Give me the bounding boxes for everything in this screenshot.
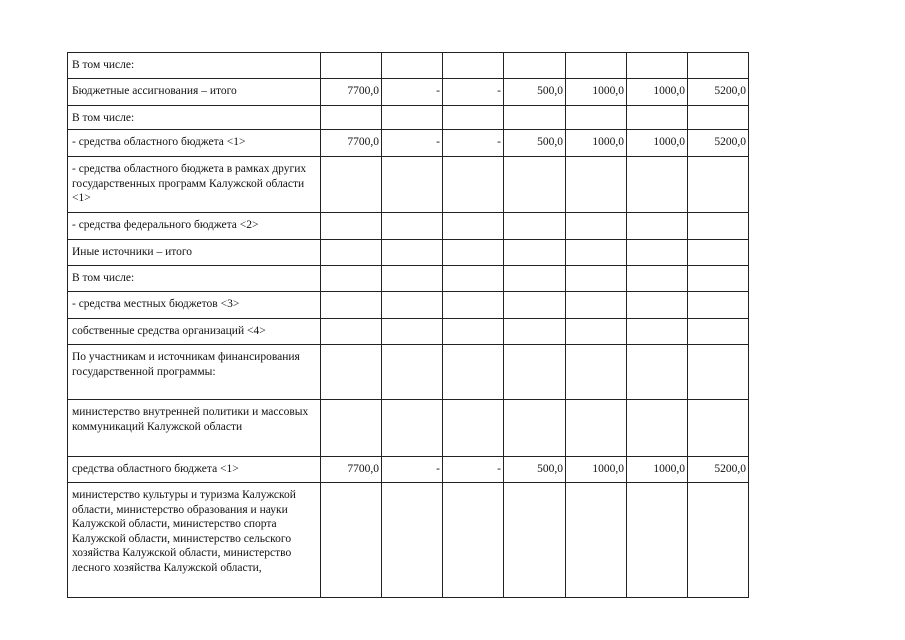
row-label: В том числе: xyxy=(68,53,321,79)
table-row xyxy=(68,213,749,240)
value-cell xyxy=(566,157,627,213)
value-cell: 7700,0 xyxy=(321,457,382,483)
value-cell xyxy=(443,319,504,345)
table-row xyxy=(68,292,749,319)
value-cell xyxy=(566,106,627,130)
value-cell xyxy=(627,319,688,345)
value-cell xyxy=(627,240,688,266)
value-cell xyxy=(382,240,443,266)
table-row xyxy=(68,266,749,292)
value-cell xyxy=(688,240,749,266)
value-cell xyxy=(627,483,688,598)
value-cell xyxy=(443,345,504,400)
value-cell xyxy=(688,53,749,79)
row-label: - средства областного бюджета в рамках других государственных программ Калужской области <1> xyxy=(68,157,321,213)
row-label: Бюджетные ассигнования – итого xyxy=(68,79,321,106)
value-cell xyxy=(627,53,688,79)
value-cell xyxy=(504,319,566,345)
value-cell xyxy=(321,483,382,598)
row-label: - средства федерального бюджета <2> xyxy=(68,213,321,240)
value-cell xyxy=(321,319,382,345)
value-cell xyxy=(504,106,566,130)
value-cell xyxy=(627,157,688,213)
value-cell xyxy=(566,266,627,292)
row-label: министерство культуры и туризма Калужской области, министерство образования и науки Калужской области, министерство спорта Калужской области, министерство сельского хозяйства Калужской области, министерство лесного хозяйства Калужской области, xyxy=(68,483,321,598)
value-cell xyxy=(504,292,566,319)
value-cell: 1000,0 xyxy=(566,130,627,157)
value-cell: - xyxy=(443,79,504,106)
value-cell xyxy=(627,345,688,400)
value-cell xyxy=(321,266,382,292)
value-cell xyxy=(566,53,627,79)
value-cell xyxy=(382,157,443,213)
value-cell: 5200,0 xyxy=(688,130,749,157)
value-cell: 500,0 xyxy=(504,130,566,157)
table-row xyxy=(68,79,749,106)
value-cell xyxy=(627,400,688,457)
value-cell xyxy=(688,157,749,213)
value-cell xyxy=(382,292,443,319)
value-cell: 1000,0 xyxy=(627,130,688,157)
value-cell: 500,0 xyxy=(504,457,566,483)
table-row xyxy=(68,345,749,400)
row-label: По участникам и источникам финансирования государственной программы: xyxy=(68,345,321,400)
value-cell xyxy=(443,53,504,79)
value-cell xyxy=(321,292,382,319)
value-cell xyxy=(566,400,627,457)
value-cell xyxy=(504,345,566,400)
value-cell: 1000,0 xyxy=(566,79,627,106)
value-cell xyxy=(382,483,443,598)
value-cell: 1000,0 xyxy=(627,79,688,106)
row-label: собственные средства организаций <4> xyxy=(68,319,321,345)
value-cell: 5200,0 xyxy=(688,457,749,483)
value-cell xyxy=(627,106,688,130)
value-cell xyxy=(443,400,504,457)
value-cell: - xyxy=(382,130,443,157)
value-cell xyxy=(566,345,627,400)
value-cell xyxy=(382,213,443,240)
value-cell: 1000,0 xyxy=(627,457,688,483)
value-cell xyxy=(566,292,627,319)
value-cell xyxy=(443,483,504,598)
value-cell xyxy=(382,319,443,345)
value-cell xyxy=(382,53,443,79)
value-cell xyxy=(627,266,688,292)
value-cell xyxy=(321,157,382,213)
value-cell xyxy=(321,106,382,130)
value-cell xyxy=(627,292,688,319)
value-cell xyxy=(688,292,749,319)
table-row xyxy=(68,130,749,157)
value-cell: 500,0 xyxy=(504,79,566,106)
table-row xyxy=(68,157,749,213)
value-cell: 5200,0 xyxy=(688,79,749,106)
table-row xyxy=(68,240,749,266)
value-cell xyxy=(443,240,504,266)
value-cell xyxy=(443,292,504,319)
value-cell xyxy=(443,266,504,292)
table-row xyxy=(68,106,749,130)
row-label: средства областного бюджета <1> xyxy=(68,457,321,483)
value-cell xyxy=(566,213,627,240)
value-cell xyxy=(443,157,504,213)
value-cell xyxy=(504,53,566,79)
value-cell xyxy=(688,400,749,457)
value-cell xyxy=(504,213,566,240)
value-cell xyxy=(688,345,749,400)
table-row xyxy=(68,319,749,345)
value-cell xyxy=(321,240,382,266)
value-cell xyxy=(688,319,749,345)
table-row xyxy=(68,483,749,598)
value-cell xyxy=(688,483,749,598)
value-cell xyxy=(688,106,749,130)
value-cell: 7700,0 xyxy=(321,79,382,106)
value-cell: - xyxy=(443,457,504,483)
row-label: - средства областного бюджета <1> xyxy=(68,130,321,157)
value-cell xyxy=(504,240,566,266)
value-cell xyxy=(382,345,443,400)
table-row xyxy=(68,400,749,457)
value-cell: - xyxy=(443,130,504,157)
value-cell xyxy=(504,157,566,213)
value-cell xyxy=(566,319,627,345)
table-row xyxy=(68,53,749,79)
value-cell xyxy=(321,213,382,240)
value-cell xyxy=(382,106,443,130)
row-label: В том числе: xyxy=(68,266,321,292)
value-cell: - xyxy=(382,79,443,106)
value-cell: 1000,0 xyxy=(566,457,627,483)
value-cell xyxy=(504,483,566,598)
value-cell xyxy=(321,345,382,400)
row-label: министерство внутренней политики и массовых коммуникаций Калужской области xyxy=(68,400,321,457)
value-cell xyxy=(566,240,627,266)
value-cell xyxy=(627,213,688,240)
row-label: - средства местных бюджетов <3> xyxy=(68,292,321,319)
value-cell xyxy=(382,400,443,457)
value-cell xyxy=(321,400,382,457)
row-label: В том числе: xyxy=(68,106,321,130)
value-cell xyxy=(566,483,627,598)
value-cell xyxy=(443,106,504,130)
row-label: Иные источники – итого xyxy=(68,240,321,266)
value-cell xyxy=(382,266,443,292)
value-cell: 7700,0 xyxy=(321,130,382,157)
value-cell: - xyxy=(382,457,443,483)
value-cell xyxy=(688,266,749,292)
value-cell xyxy=(688,213,749,240)
value-cell xyxy=(504,400,566,457)
value-cell xyxy=(443,213,504,240)
table-row xyxy=(68,457,749,483)
value-cell xyxy=(321,53,382,79)
budget-table xyxy=(67,52,749,598)
value-cell xyxy=(504,266,566,292)
